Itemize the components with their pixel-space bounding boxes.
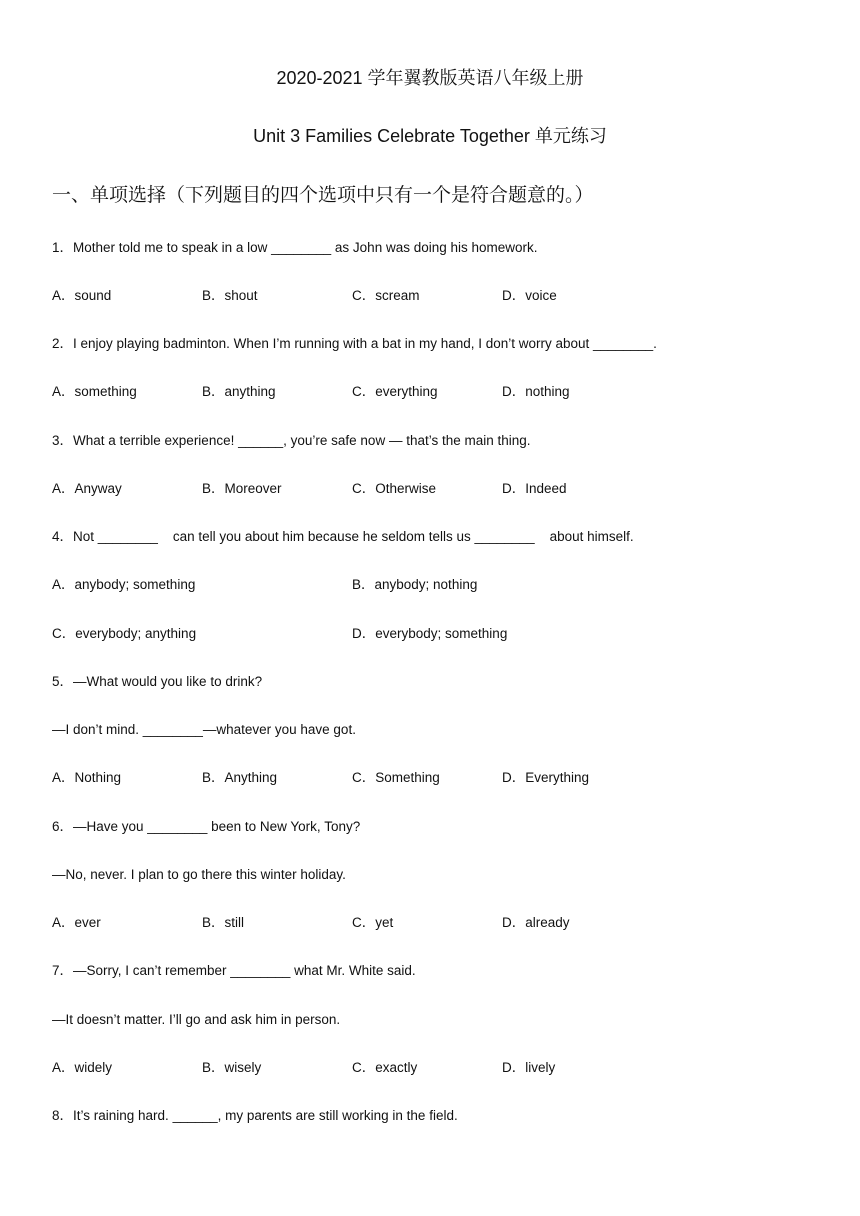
question-6-reply: —No, never. I plan to go there this winter holiday.	[52, 867, 346, 882]
question-5-option-c: C．Something	[352, 770, 440, 785]
question-2-stem: 2．I enjoy playing badminton. When I’m running with a bat in my hand, I don’t worry about ________.	[52, 336, 657, 351]
question-3-option-b: B．Moreover	[202, 481, 282, 496]
question-7-stem: 7．—Sorry, I can’t remember ________ what Mr. White said.	[52, 963, 416, 978]
question-3-option-d: D．Indeed	[502, 481, 567, 496]
question-1-stem: 1．Mother told me to speak in a low ________ as John was doing his homework.	[52, 240, 538, 255]
question-6-option-d: D．already	[502, 915, 570, 930]
question-3-option-a: A．Anyway	[52, 481, 122, 496]
question-2-option-a: A．something	[52, 384, 137, 399]
question-2-option-d: D．nothing	[502, 384, 570, 399]
question-7-option-b: B．wisely	[202, 1060, 262, 1075]
question-7-option-d: D．lively	[502, 1060, 556, 1075]
question-5-option-d: D．Everything	[502, 770, 590, 785]
question-7-option-a: A．widely	[52, 1060, 113, 1075]
question-1-option-d: D．voice	[502, 288, 557, 303]
question-5-option-b: B．Anything	[202, 770, 278, 785]
question-4-stem: 4．Not ________ can tell you about him because he seldom tells us ________ about himself.	[52, 529, 634, 544]
question-2-option-c: C．everything	[352, 384, 438, 399]
question-5-reply: —I don’t mind. ________—whatever you have got.	[52, 722, 356, 737]
question-6-option-a: A．ever	[52, 915, 101, 930]
document-subtitle: Unit 3 Families Celebrate Together 单元练习	[253, 126, 607, 146]
question-5-stem: 5．—What would you like to drink?	[52, 674, 263, 689]
question-7-reply: —It doesn’t matter. I’ll go and ask him in person.	[52, 1012, 341, 1027]
question-6-option-b: B．still	[202, 915, 245, 930]
question-3-stem: 3．What a terrible experience! ______, you’re safe now — that’s the main thing.	[52, 433, 531, 448]
section-heading: 一、单项选择（下列题目的四个选项中只有一个是符合题意的。）	[52, 185, 594, 206]
question-8-stem: 8．It’s raining hard. ______, my parents are still working in the field.	[52, 1108, 458, 1123]
document-title: 2020-2021 学年翼教版英语八年级上册	[276, 68, 584, 88]
question-7-option-c: C．exactly	[352, 1060, 418, 1075]
question-4-option-a: A．anybody; something	[52, 577, 196, 592]
question-1-option-a: A．sound	[52, 288, 112, 303]
question-1-option-b: B．shout	[202, 288, 258, 303]
question-2-option-b: B．anything	[202, 384, 276, 399]
question-6-stem: 6．—Have you ________ been to New York, Tony?	[52, 819, 361, 834]
question-1-option-c: C．scream	[352, 288, 420, 303]
question-5-option-a: A．Nothing	[52, 770, 122, 785]
question-4-option-d: D．everybody; something	[352, 626, 508, 641]
question-6-option-c: C．yet	[352, 915, 394, 930]
question-4-option-c: C．everybody; anything	[52, 626, 197, 641]
question-3-option-c: C．Otherwise	[352, 481, 437, 496]
question-4-option-b: B．anybody; nothing	[352, 577, 478, 592]
